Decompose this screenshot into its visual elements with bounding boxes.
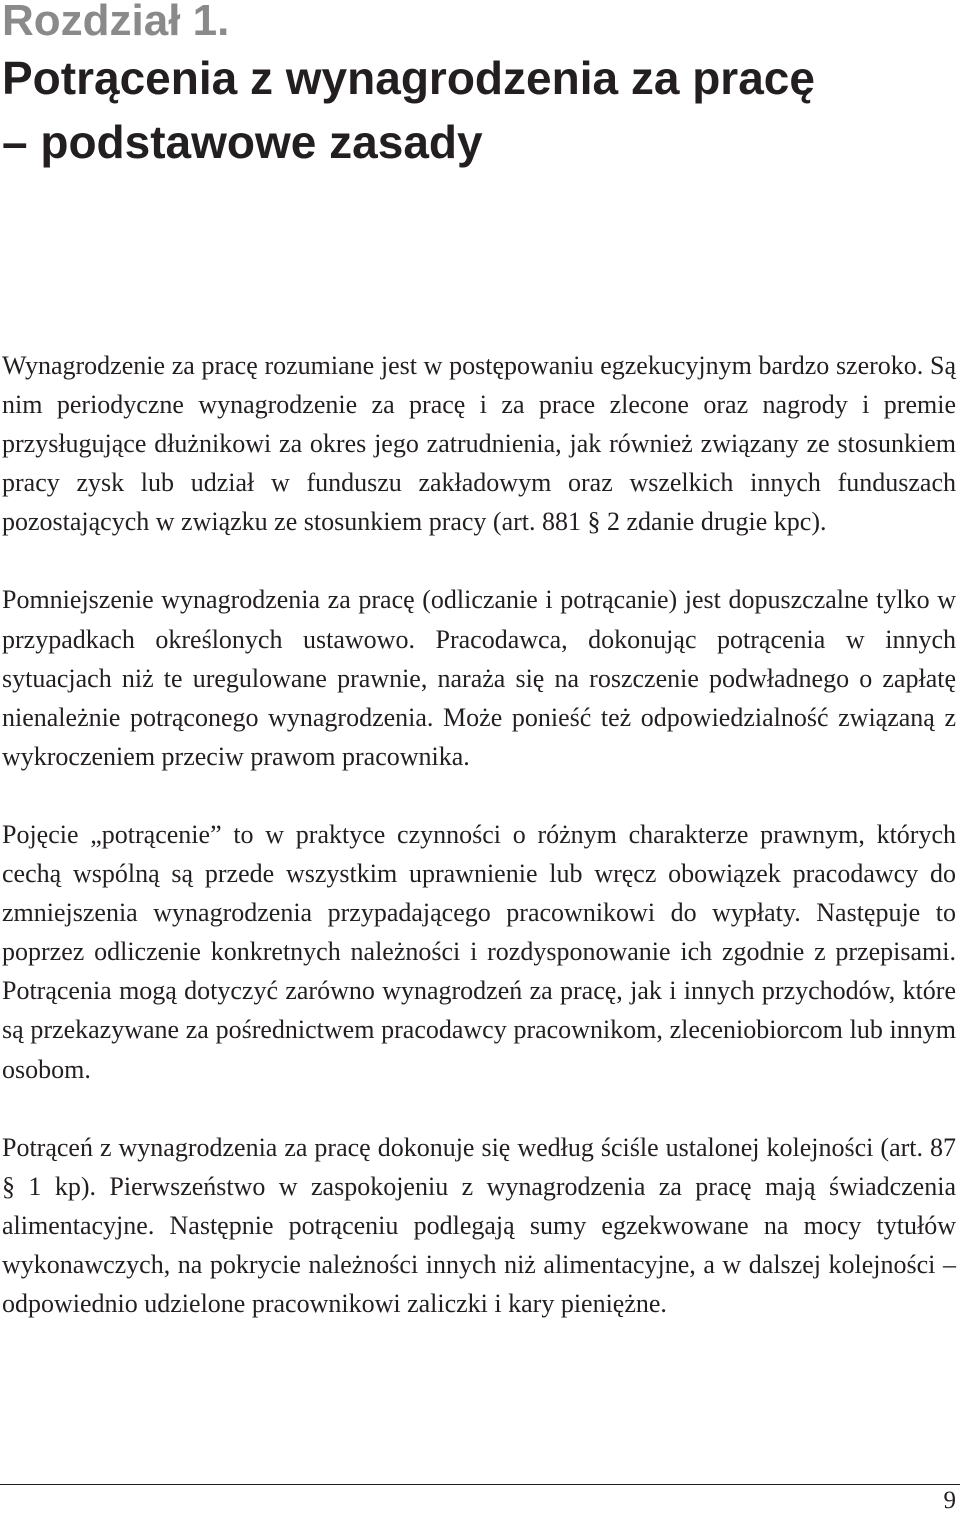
page-number: 9	[943, 1487, 956, 1514]
chapter-heading	[2, 0, 952, 174]
chapter-title-line-1: Potrącenia z wynagrodzenia za pracę	[2, 52, 815, 104]
paragraph-3: Pojęcie „potrącenie” to w praktyce czynności o różnym charakterze prawnym, których cechą wspólną są przede wszystkim uprawnienie lub wręcz obowiązek pracodawcy do zmniejszenia wynagrodzenia przypadającego pracownikowi do wypłaty. Następuje to poprzez odliczenie konkretnych należności i rozdysponowanie ich zgodnie z przepisami. Potrącenia mogą dotyczyć zarówno wynagrodzeń za pracę, jak i innych przychodów, które są przekazywane za pośrednictwem pracodawcy pracownikom, zleceniobiorcom lub innym osobom.	[2, 819, 956, 1084]
paragraph-2: Pomniejszenie wynagrodzenia za pracę (odliczanie i potrącanie) jest dopuszczalne tylko w przypadkach określonych ustawowo. Pracodawca, dokonując potrącenia w innych sytuacjach niż te uregulowane prawnie, naraża się na roszczenie podwładnego o zapłatę nienależnie potrąconego wynagrodzenia. Może ponieść też odpowiedzialność związaną z wykroczeniem przeciw prawom pracownika.	[2, 585, 956, 771]
paragraph-1: Wynagrodzenie za pracę rozumiane jest w postępowaniu egzekucyjnym bardzo szeroko. Są nim periodyczne wynagrodzenie za pracę i za prace zlecone oraz nagrody i premie przysługujące dłużnikowi za okres jego zatrudnienia, jak również związany ze stosunkiem pracy zysk lub udział w funduszu zakładowym oraz wszelkich innych funduszach pozostających w związku ze stosunkiem pracy (art. 881 § 2 zdanie drugie kpc).	[2, 351, 956, 537]
paragraph-4: Potrąceń z wynagrodzenia za pracę dokonuje się według ściśle ustalonej kolejności (art. 87 § 1 kp). Pierwszeństwo w zaspokojeniu z wynagrodzenia za pracę mają świadczenia alimentacyjne. Następnie potrąceniu podlegają sumy egzekwowane na mocy tytułów wykonawczych, na pokrycie należności innych niż alimentacyjne, a w dalszej kolejności – odpowiednio udzielone pracownikowi zaliczki i kary pieniężne.	[2, 1132, 956, 1318]
chapter-label: Rozdział 1.	[2, 0, 230, 45]
body-text	[2, 346, 956, 1362]
chapter-title-line-2: – podstawowe zasady	[2, 116, 483, 168]
footer-divider	[0, 1484, 960, 1485]
